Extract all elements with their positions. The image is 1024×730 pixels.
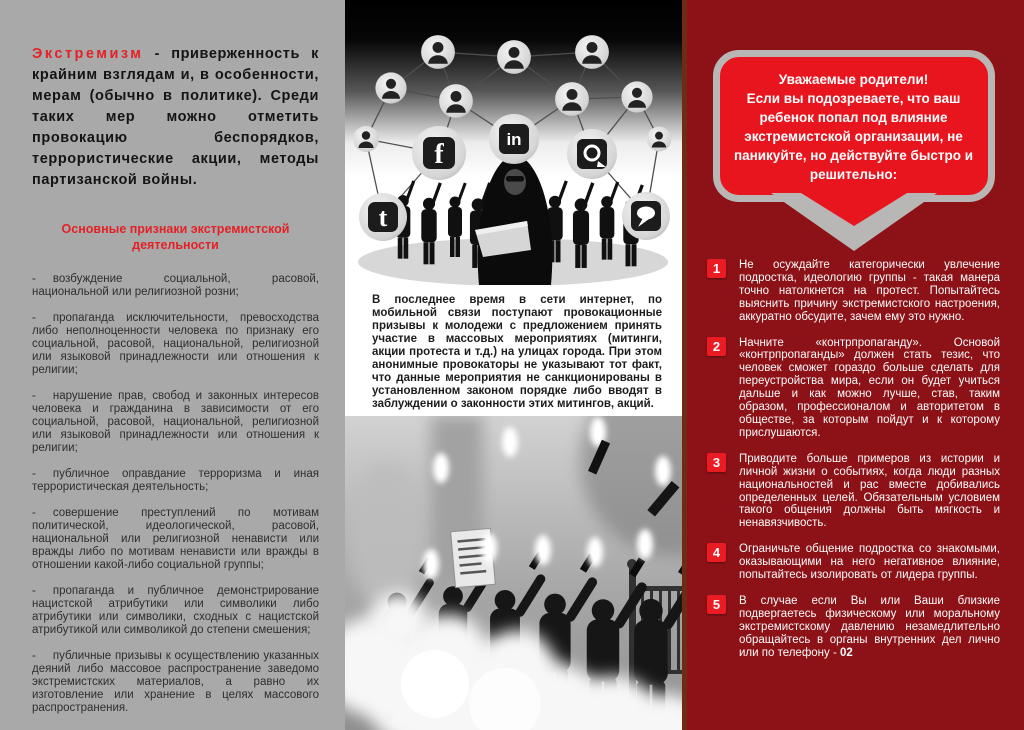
- provocation-paragraph: В последнее время в сети интернет, по мобильной связи поступают провокационные призывы к молодежи с предложением принять участие в массовых мероприятиях (митинги, акции протеста и т.д.) на улицах города. При этом анонимные провокаторы не указывают тот факт, что данные мероприятия не санкционированы в установленном законом порядке либо вводят в заблуждении о законности этих митингов, акций.: [372, 294, 662, 410]
- advice-item: 4 Ограничьте общение подростка со знакомыми, оказывающими на него негативное влияние, попытайтесь изолировать от лидера группы.: [707, 543, 1000, 582]
- signs-list: [32, 273, 319, 715]
- extremism-term: Экстремизм: [32, 46, 144, 62]
- avatar: [497, 40, 531, 74]
- linkedin-icon: [489, 114, 539, 164]
- signs-list-item: - нарушение прав, свобод и законных интересов человека и гражданина в зависимости от его социальной, расовой, национальной, религиозной или языковой принадлежности или отношения к религии;: [32, 390, 319, 454]
- avatar: [575, 35, 609, 69]
- bullet-dash: -: [32, 312, 36, 324]
- signs-list-item: - пропаганда и публичное демонстрирование нацистской атрибутики или символики либо атрибутики или символики, сходных с нацистской атрибутикой или символикой до степени смешения;: [32, 585, 319, 636]
- step-number-badge: 5: [707, 595, 726, 614]
- avatar: [621, 81, 652, 112]
- svg-text:in: in: [506, 130, 522, 149]
- bullet-dash: -: [32, 390, 36, 402]
- police-phone-number: 02: [840, 646, 853, 659]
- avatar: [439, 84, 473, 118]
- extremism-definition-text: - приверженность к крайним взглядам и, в особенности, мерам (обычно в политике). Среди таких мер можно отметить провокацию беспорядков, террористические акции, методы партизанской войны.: [32, 46, 319, 188]
- callout-tail-arrow-icon: [769, 193, 939, 251]
- smoke-plume: [349, 461, 425, 611]
- avatar: [647, 127, 672, 152]
- svg-text:t: t: [378, 203, 388, 232]
- avatar: [353, 126, 379, 152]
- twitter-icon: [359, 193, 407, 241]
- camera-icon: [567, 129, 617, 179]
- advice-list: [707, 259, 1000, 659]
- bullet-dash: -: [32, 650, 36, 662]
- signs-list-item: - публичные призывы к осуществлению указанных деяний либо массовое распространение заведомо экстремистских материалов, а равно их изготовление или хранение в целях массового распространения.: [32, 650, 319, 714]
- bullet-dash: -: [32, 273, 36, 285]
- parents-callout-wrap: [707, 50, 1000, 251]
- left-panel: [0, 0, 345, 730]
- step-number-badge: 1: [707, 259, 726, 278]
- step-number-badge: 2: [707, 337, 726, 356]
- facebook-icon: [412, 126, 466, 180]
- avatar: [555, 82, 589, 116]
- social-network-recruitment-image: [345, 0, 682, 285]
- bullet-dash: -: [32, 468, 36, 480]
- parents-callout: [713, 50, 995, 202]
- signs-heading: Основные признаки экстремистской деятельности: [61, 222, 290, 252]
- advice-item: 2 Начните «контрпропаганду». Основой «контрпропаганды» должен стать тезис, что человек сможет гораздо больше сделать для переустройства мира, если он будет учиться дальше и как можно лучше, став, таким образом, профессионалом и авторитетом в обществе, за которым пойдут и к которому прислушаются.: [707, 337, 1000, 440]
- callout-body: Если вы подозреваете, что ваш ребенок попал под влияние экстремистской организации, не паникуйте, но действуйте быстро и решительно:: [733, 91, 974, 182]
- advice-item: 3 Приводите больше примеров из истории и личной жизни о событиях, когда люди разных национальностей и рас вместе добивались определенных целей. Обязательным условием такого общения должны быть мягкость и ненавязчивость.: [707, 453, 1000, 530]
- callout-title: Уважаемые родители!: [778, 72, 929, 87]
- advice-item: 5 В случае если Вы или Ваши близкие подвергаетесь физическому или моральному экстремистскому давлению незамедлительно обращайтесь в органы внутренних дел лично или по телефону - 02: [707, 595, 1000, 660]
- extremism-definition: [32, 44, 319, 191]
- step-number-badge: 4: [707, 543, 726, 562]
- right-panel: [682, 0, 1024, 730]
- svg-text:f: f: [434, 139, 444, 170]
- step-number-badge: 3: [707, 453, 726, 472]
- protest-illustration: [345, 416, 682, 730]
- avatar: [421, 35, 455, 69]
- bullet-dash: -: [32, 585, 36, 597]
- protest-photo: [345, 416, 682, 730]
- signs-list-item: - пропаганда исключительности, превосходства либо неполноценности человека по признаку его социальной, расовой, национальной, религиозной или языковой принадлежности или отношения к религии;: [32, 312, 319, 376]
- network-illustration: [345, 0, 682, 285]
- avatar: [375, 72, 406, 103]
- bullet-dash: -: [32, 507, 36, 519]
- chat-bubble-icon: [622, 192, 670, 240]
- signs-list-item: - публичное оправдание терроризма и иная террористическая деятельность;: [32, 468, 319, 493]
- signs-list-item: - совершение преступлений по мотивам политической, идеологической, расовой, национальной или религиозной ненависти или вражды либо по мотивам ненависти или вражды в отношении какой-либо социальной группы;: [32, 507, 319, 571]
- signs-list-item: - возбуждение социальной, расовой, национальной или религиозной розни;: [32, 273, 319, 298]
- middle-panel: [345, 0, 682, 730]
- advice-item: 1 Не осуждайте категорически увлечение подростка, идеологию группы - такая манера точно натолкнется на протест. Попытайтесь выяснить причину экстремистского настроения, аккуратно обсудите, зачем ему это нужно.: [707, 259, 1000, 324]
